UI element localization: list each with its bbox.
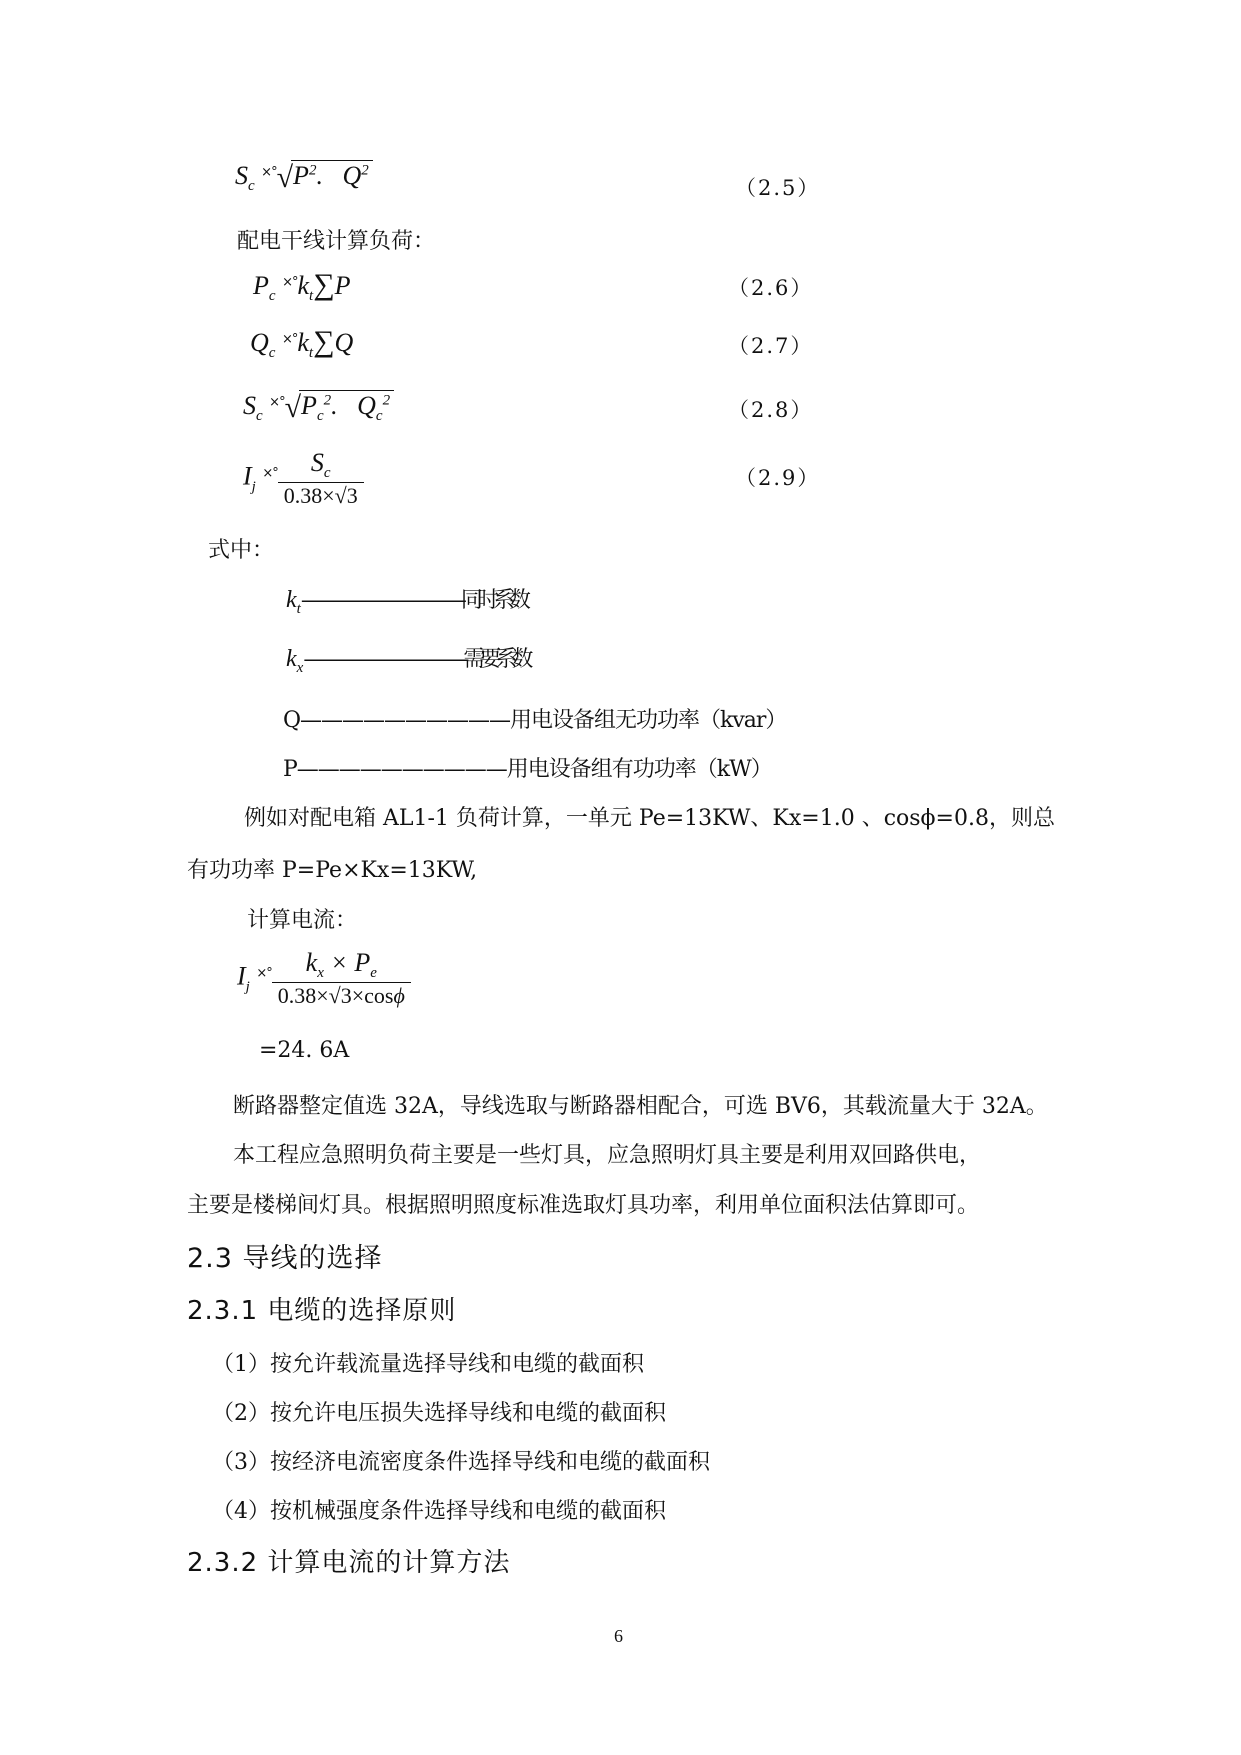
equation-label-2-8: （2.8） <box>728 398 814 422</box>
equation-2-8: $S_c$ $^{\times^\circ}√P_c^2$. $Q_c^2$ <box>243 388 394 425</box>
definition-kx-text: ——————————需要系数 <box>303 647 528 672</box>
equation-label-2-7: （2.7） <box>728 334 814 358</box>
principle-item-3: （3）按经济电流密度条件选择导线和电缆的截面积 <box>212 1450 710 1475</box>
equation-label-2-6: （2.6） <box>728 276 814 300</box>
equals-sign: ×° <box>256 965 272 981</box>
current-formula: $I_j$ ×° $\frac{k_x \times P_e}{0.38\times√3\times\cos\phi}$ <box>237 948 411 1009</box>
calc-current-label: 计算电流： <box>247 908 358 933</box>
definition-p: P——————————用电设备组有功功率（kW） <box>283 757 772 782</box>
principle-item-4: （4）按机械强度条件选择导线和电缆的截面积 <box>212 1499 666 1524</box>
equals-sign: ×° <box>262 465 278 481</box>
definition-kt-text: ——————————同时系数 <box>300 588 525 613</box>
equation-label-2-5: （2.5） <box>735 176 821 200</box>
equation-2-5: $S_c$ $^{\times^\circ}√P^2$. $Q^2$ <box>235 158 373 195</box>
feeder-load-title: 配电干线计算负荷： <box>237 229 436 254</box>
equals-sign: ×° <box>282 275 298 290</box>
equation-label-2-9: （2.9） <box>735 466 821 490</box>
definition-q: Q——————————用电设备组无功功率（kvar） <box>283 708 787 733</box>
example-line-1: 例如对配电箱 AL1-1 负荷计算，一单元 Pe=13KW、Kx=1.0 、cosϕ=0.8，则总 <box>244 806 1055 831</box>
equals-sign: ×° <box>281 332 298 347</box>
equals-sign: ×° <box>261 165 277 180</box>
heading-2-3-2: 2.3.2 计算电流的计算方法 <box>187 1548 511 1578</box>
example-line-2: 有功功率 P=Pe×Kx=13KW, <box>187 858 478 883</box>
breaker-paragraph: 断路器整定值选 32A，导线选取与断路器相配合，可选 BV6，其载流量大于 32A。 <box>233 1094 1048 1119</box>
principle-item-1: （1）按允许载流量选择导线和电缆的截面积 <box>212 1352 644 1377</box>
principle-item-2: （2）按允许电压损失选择导线和电缆的截面积 <box>212 1401 666 1426</box>
equation-2-6: $P_c$ $^{\times^\circ}k_t\sum P$ <box>253 268 351 305</box>
current-result: =24. 6A <box>259 1038 350 1063</box>
heading-2-3: 2.3 导线的选择 <box>187 1243 383 1274</box>
equation-2-7: $Q_c$ $^{\times^\circ}k_t\sum Q$ <box>250 325 354 362</box>
definition-kx: $k_x——————————$需要系数 <box>286 646 528 676</box>
page-number: 6 <box>614 1626 623 1646</box>
emergency-line-1: 本工程应急照明负荷主要是一些灯具，应急照明灯具主要是利用双回路供电， <box>233 1143 982 1168</box>
equation-2-9: $I_j$ ×° $\frac{S_c}{0.38\times√3}$ <box>243 448 364 509</box>
where-label: 式中： <box>208 538 275 563</box>
equals-sign: ×° <box>269 395 285 410</box>
heading-2-3-1: 2.3.1 电缆的选择原则 <box>187 1296 457 1326</box>
emergency-line-2: 主要是楼梯间灯具。根据照明照度标准选取灯具功率，利用单位面积法估算即可。 <box>187 1193 980 1218</box>
definition-kt: $k_t——————————$同时系数 <box>286 587 525 617</box>
